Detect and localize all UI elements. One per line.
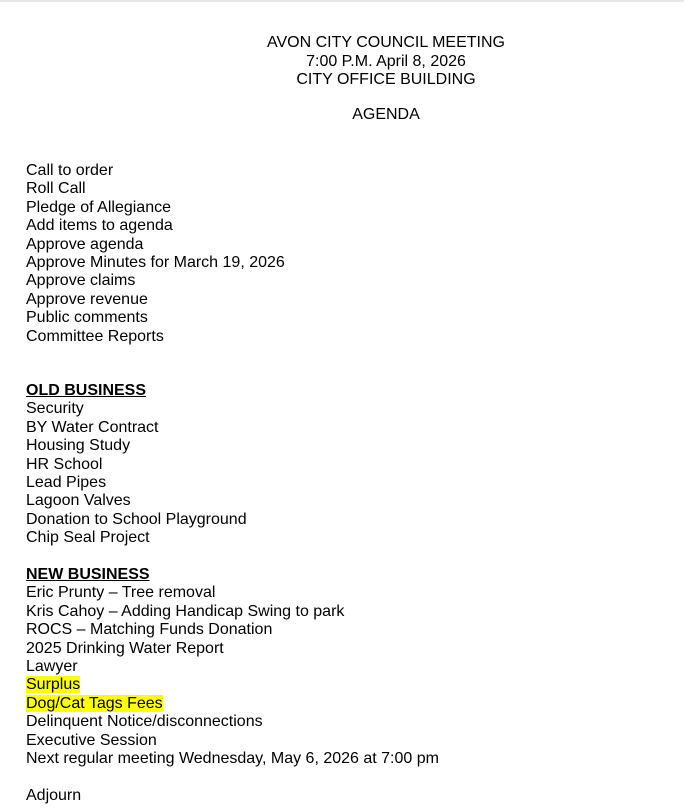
list-item: HR School <box>26 455 103 473</box>
opening-items-section <box>26 162 285 346</box>
meeting-datetime: 7:00 P.M. April 8, 2026 <box>306 52 466 70</box>
list-item-highlighted <box>26 695 439 713</box>
list-item: Approve Minutes for March 19, 2026 <box>26 254 285 272</box>
list-item: Pledge of Allegiance <box>26 198 171 216</box>
meeting-location: CITY OFFICE BUILDING <box>296 71 476 88</box>
list-item: Call to order <box>26 162 114 179</box>
list-item: Approve agenda <box>26 235 144 253</box>
highlighted-text: Surplus <box>26 676 81 694</box>
list-item: Public comments <box>26 309 148 327</box>
adjourn-text: Adjourn <box>26 787 82 804</box>
list-item: Kris Cahoy – Adding Handicap Swing to park <box>26 602 345 620</box>
list-item: Eric Prunty – Tree removal <box>26 584 216 602</box>
agenda-label: AGENDA <box>352 106 420 123</box>
list-item: Executive Session <box>26 731 157 749</box>
list-item: 2025 Drinking Water Report <box>26 639 224 657</box>
page-top-border <box>0 0 684 2</box>
list-item: Chip Seal Project <box>26 529 150 547</box>
list-item: ROCS – Matching Funds Donation <box>26 621 273 639</box>
list-item: BY Water Contract <box>26 418 159 436</box>
list-item-highlighted <box>26 676 439 694</box>
list-item: Approve claims <box>26 272 136 290</box>
list-item: Housing Study <box>26 437 131 455</box>
list-item: Donation to School Playground <box>26 510 247 528</box>
new-business-heading: NEW BUSINESS <box>26 566 150 583</box>
list-item: Lawyer <box>26 658 78 676</box>
highlighted-text: Dog/Cat Tags Fees <box>26 694 163 712</box>
agenda-header <box>0 34 684 90</box>
list-item: Committee Reports <box>26 327 164 345</box>
new-business-section <box>26 566 439 768</box>
list-item: Lead Pipes <box>26 474 107 492</box>
list-item: Approve revenue <box>26 290 148 308</box>
old-business-heading: OLD BUSINESS <box>26 382 147 399</box>
old-business-section <box>26 382 247 548</box>
list-item: Security <box>26 400 84 418</box>
list-item: Next regular meeting Wednesday, May 6, 2026 at 7:00 pm <box>26 750 439 768</box>
list-item: Lagoon Valves <box>26 492 131 510</box>
list-item: Add items to agenda <box>26 217 173 235</box>
list-item: Delinquent Notice/disconnections <box>26 713 263 731</box>
meeting-title: AVON CITY COUNCIL MEETING <box>267 34 505 51</box>
list-item: Roll Call <box>26 180 86 198</box>
